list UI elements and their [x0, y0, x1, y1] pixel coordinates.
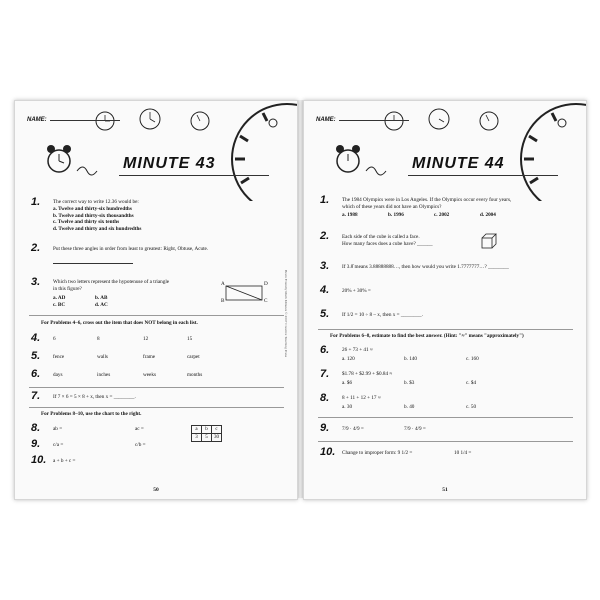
page-title: MINUTE 44 — [412, 155, 505, 172]
clock-header-art — [304, 101, 586, 201]
rectangle-figure — [220, 281, 270, 307]
title-underline — [408, 175, 558, 176]
section-instructions: For Problems 6–8, estimate to find the best answer. (Hint: "≈" means "approximately") — [330, 333, 524, 339]
divider — [318, 441, 573, 442]
section-instructions: For Problems 4–6, cross out the item that does NOT belong in each list. — [41, 320, 198, 326]
page-number: 50 — [153, 487, 159, 493]
page-number: 51 — [442, 487, 448, 493]
divider — [29, 387, 284, 388]
name-label: NAME: — [316, 117, 409, 123]
chart-table: a b c 3 5 30 — [191, 425, 222, 442]
page-title: MINUTE 43 — [123, 155, 216, 172]
cube-icon — [480, 233, 498, 249]
divider — [318, 329, 573, 330]
divider — [318, 417, 573, 418]
answer-blank[interactable] — [53, 263, 133, 264]
left-page: NAME: MINUTE 43 1. The correct way to write 12.36 would be: a. Twelve and thirty-six hundredths b. Twelve and thirty-six thousandths c. Twelve and thirty six tenths d. Twelve and thirty and six hundredths 2. Put these three angles in order from least to greatest: Right, Obtuse, Acute. 3. Which two letters represent the hypotenuse of a triangle in this figure? a. AD b. AB c. BC d. AC A B C D For Problems 4–6, cross out the item that does NOT belong in each list. 4. 6 8 12 15 5. fence walls frame carpet 6. days inches weeks months 7. If 7 × 6 = 5 × 8 + x, then x = ________. For Problems 8–10, use the chart to the right. 8. ab = ac = a b c 3 5 30 9. c/a = c/b = 10. a + b + c = 50 — [14, 100, 298, 500]
title-underline — [119, 175, 269, 176]
divider — [29, 407, 284, 408]
name-label: NAME: — [27, 117, 120, 123]
section-instructions: For Problems 8–10, use the chart to the right. — [41, 411, 142, 417]
copyright-credit: Brain Friendly Math Minutes © 2007 Creative Teaching Press — [284, 270, 288, 358]
clock-header-art — [15, 101, 297, 201]
divider — [29, 315, 284, 316]
right-page: NAME: MINUTE 44 1. The 1984 Olympics were in Los Angeles. If the Olympics occur every four years, which of these years did not have an Olympics? a. 1988 b. 1996 c. 2002 d. 2004 2. Each side of the cube is called a face. How many faces does a cube have? ______ 3. If 3.8̄ means 3.88888888…, then how would you write 1.7777777…? ________ 4. 20% + 30% = 5. If 1/2 = 10 ÷ 8 – x, then x = ________. For Problems 6–8, estimate to find the best answer. (Hint: "≈" means "approximately") 6. 26 + 73 + 41 ≈ a. 120 b. 140 c. 160 7. $1.78 + $2.99 + $0.84 ≈ a. $6 b. $3 c. $4 8. 8 + 11 + 12 + 17 ≈ a. 30 b. 40 c. 50 9. 7/9 · 4/9 = 7/9 · 4/9 = 10. Change to improper form: 9 1/2 = 10 1/4 = 51 — [303, 100, 587, 500]
